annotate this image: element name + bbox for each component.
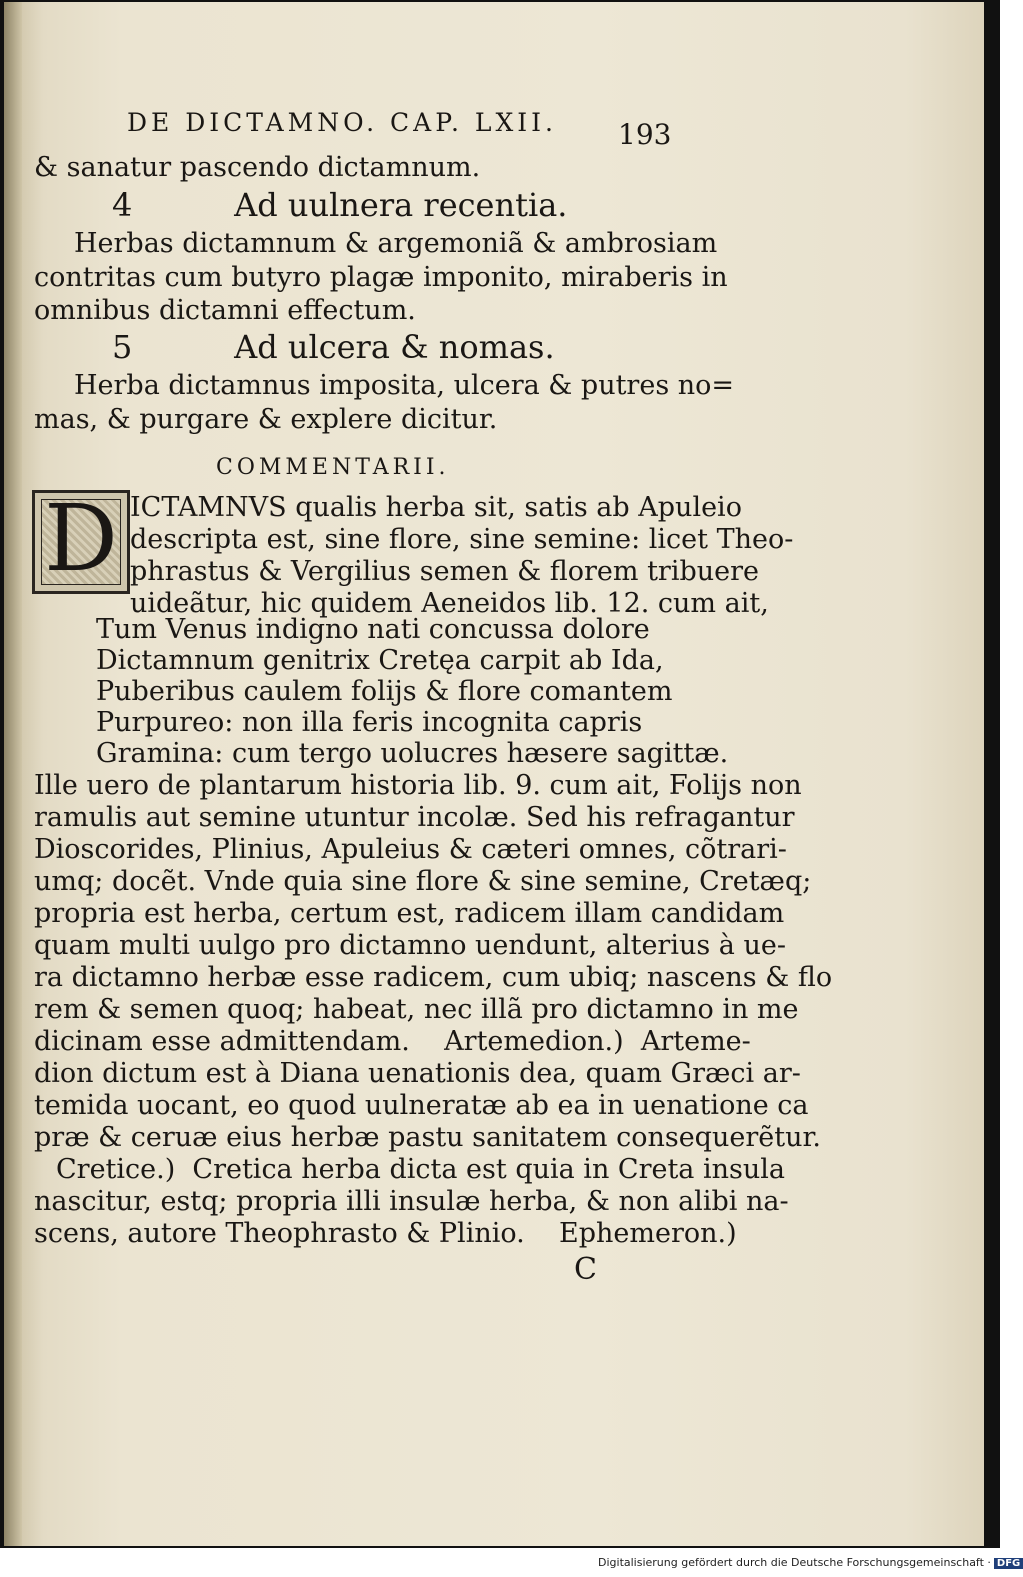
text-line: rem & semen quoq; habeat, nec illã pro dictamno in me [34, 994, 799, 1025]
text-line: ICTAMNVS qualis herba sit, satis ab Apuleio [130, 492, 742, 523]
text-line: scens, autore Theophrasto & Plinio. Ephemeron.) [34, 1218, 737, 1249]
text-line: Ille uero de plantarum historia lib. 9. cum ait, Folijs non [34, 770, 802, 801]
text-line: descripta est, sine flore, sine semine: licet Theo- [130, 524, 794, 555]
text-line: quam multi uulgo pro dictamno uendunt, alterius à ue- [34, 930, 786, 961]
text-line: uideãtur, hic quidem Aeneidos lib. 12. cum ait, [130, 588, 769, 619]
verse-line: Puberibus caulem folijs & flore comantem [96, 676, 673, 707]
verse-line: Tum Venus indigno nati concussa dolore [96, 614, 650, 645]
text-line: propria est herba, certum est, radicem illam candidam [34, 898, 785, 929]
text-line: Herba dictamnus imposita, ulcera & putres no= [74, 370, 735, 401]
initial-letter: D [44, 485, 118, 592]
text-line: phrastus & Vergilius semen & florem tribuere [130, 556, 760, 587]
section-heading: 4 Ad uulnera recentia. [112, 186, 568, 224]
text-line: mas, & purgare & explere dicitur. [34, 404, 498, 435]
page-gutter [4, 2, 22, 1546]
section-heading: 5 Ad ulcera & nomas. [112, 328, 555, 366]
running-title: DE DICTAMNO. CAP. LXII. [127, 108, 557, 137]
decorated-initial [32, 485, 130, 594]
text-line: ra dictamno herbæ esse radicem, cum ubiq; nascens & flo [34, 962, 833, 993]
text-line: nascitur, estq; propria illi insulæ herba, & non alibi na- [34, 1186, 789, 1217]
text-line: præ & ceruæ eius herbæ pastu sanitatem consequerẽtur. [34, 1122, 821, 1153]
text-line: dion dictum est à Diana uenationis dea, quam Græci ar- [34, 1058, 801, 1089]
text-line: Dioscorides, Plinius, Apuleius & cæteri omnes, cõtrari- [34, 834, 787, 865]
verse-line: Purpureo: non illa feris incognita capris [96, 707, 643, 738]
dfg-logo: DFG [994, 1558, 1023, 1569]
text-line: & sanatur pascendo dictamnum. [34, 152, 481, 183]
verse-line: Dictamnum genitrix Cretęa carpit ab Ida, [96, 645, 664, 676]
text-line: temida uocant, eo quod uulneratæ ab ea in uenatione ca [34, 1090, 809, 1121]
text-line: umq; docẽt. Vnde quia sine flore & sine semine, Cretæq; [34, 866, 812, 897]
digitization-credit [598, 1556, 1023, 1569]
text-line: contritas cum butyro plagæ imponito, miraberis in [34, 262, 728, 293]
commentary-heading: COMMENTARII. [216, 455, 450, 480]
text-line: Cretice.) Cretica herba dicta est quia in Creta insula [56, 1154, 785, 1185]
verse-line: Gramina: cum tergo uolucres hæsere sagittæ. [96, 738, 729, 769]
text-line: dicinam esse admittendam. Artemedion.) Arteme- [34, 1026, 751, 1057]
catchword-signature: C [574, 1252, 597, 1287]
text-line: ramulis aut semine utuntur incolæ. Sed his refragantur [34, 802, 795, 833]
text-line: omnibus dictamni effectum. [34, 295, 416, 326]
credit-text: Digitalisierung gefördert durch die Deutsche Forschungsgemeinschaft · [598, 1556, 991, 1569]
text-line: Herbas dictamnum & argemoniã & ambrosiam [74, 228, 718, 259]
folio-number: 193 [618, 118, 672, 151]
